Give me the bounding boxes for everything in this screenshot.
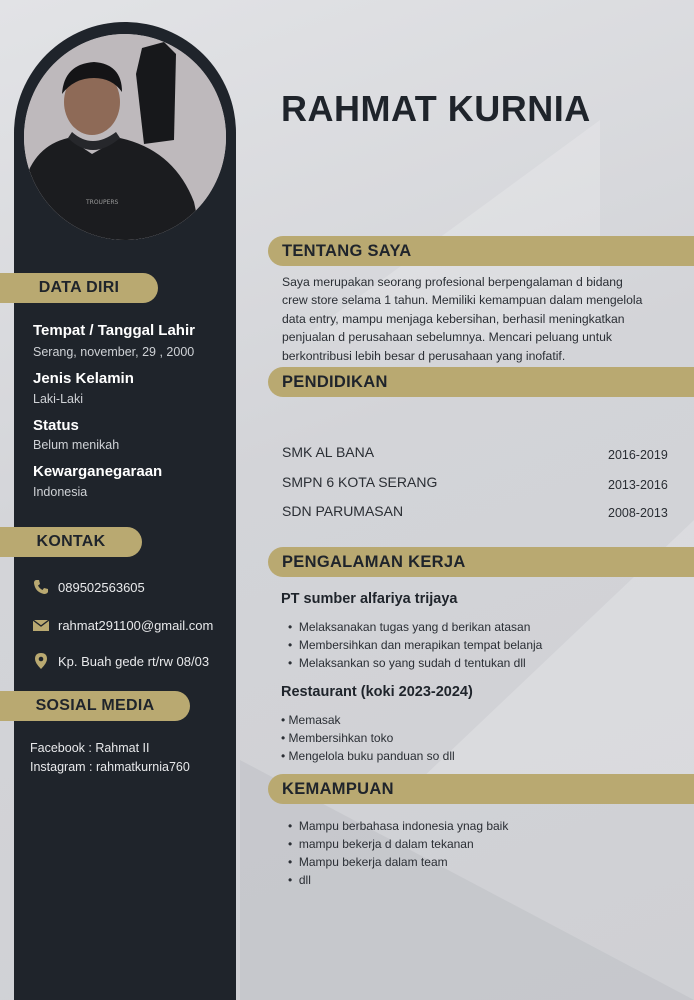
section-heading-pendidikan: PENDIDIKAN	[268, 367, 694, 397]
about-line: data entry, mampu menjaga kebersihan, berhasil meningkatkan	[282, 311, 625, 326]
section-heading-kemampuan: KEMAMPUAN	[268, 774, 694, 804]
profile-photo	[24, 34, 226, 240]
education-school: SMPN 6 KOTA SERANG	[282, 474, 438, 490]
mail-icon	[32, 616, 50, 634]
svg-text:TROUPERS: TROUPERS	[86, 199, 119, 206]
list-item: • dll	[288, 873, 311, 887]
social-instagram: Instagram : rahmatkurnia760	[30, 760, 190, 774]
job-title: Restaurant (koki 2023-2024)	[281, 684, 473, 700]
about-text	[282, 273, 692, 365]
education-school: SDN PARUMASAN	[282, 503, 404, 519]
contact-value: Kp. Buah gede rt/rw 08/03	[58, 653, 210, 669]
about-line: berkontribusi lebih besar d perusahaan yang inofatif.	[282, 348, 566, 363]
field-label: Status	[33, 417, 79, 434]
person-name: RAHMAT KURNIA	[281, 88, 591, 129]
list-item: • Mampu bekerja dalam team	[288, 855, 448, 869]
list-item: • Membersihkan toko	[281, 731, 394, 745]
field-label: Jenis Kelamin	[33, 370, 134, 387]
field-value: Indonesia	[33, 485, 88, 499]
education-years: 2008-2013	[608, 506, 668, 520]
section-heading-sosial-media: SOSIAL MEDIA	[0, 691, 190, 721]
list-item: • Melaksanakan tugas yang d berikan atasan	[288, 620, 531, 634]
about-line: penjualan d perusahaan sebelumnya. Mencari peluang untuk	[282, 330, 612, 345]
contact-email	[32, 616, 213, 634]
list-item: • Mampu berbahasa indonesia ynag baik	[288, 819, 509, 833]
section-heading-pengalaman-kerja: PENGALAMAN KERJA	[268, 547, 694, 577]
list-item: • Melaksankan so yang sudah d tentukan dll	[288, 656, 526, 670]
field-value: Serang, november, 29 , 2000	[33, 345, 195, 359]
list-item: • mampu bekerja d dalam tekanan	[288, 837, 474, 851]
phone-icon	[32, 578, 50, 596]
list-item: • Mengelola buku panduan so dll	[281, 749, 455, 763]
list-item: • Memasak	[281, 713, 341, 727]
social-facebook: Facebook : Rahmat II	[30, 741, 150, 755]
field-label: Tempat / Tanggal Lahir	[33, 322, 195, 339]
section-heading-data-diri: DATA DIRI	[0, 273, 158, 303]
field-value: Belum menikah	[33, 438, 120, 452]
field-value: Laki-Laki	[33, 392, 84, 406]
job-title: PT sumber alfariya trijaya	[281, 591, 458, 607]
contact-address	[32, 652, 209, 670]
contact-value[interactable]: 089502563605	[58, 579, 145, 595]
education-years: 2016-2019	[608, 448, 668, 462]
skills-list	[288, 817, 508, 889]
education-school: SMK AL BANA	[282, 444, 375, 460]
list-item: • Membersihkan dan merapikan tempat belanja	[288, 638, 543, 652]
about-line: crew store selama 1 tahun. Memiliki kemampuan dalam mengelola	[282, 293, 643, 308]
field-label: Kewarganegaraan	[33, 463, 163, 480]
location-pin-icon	[32, 652, 50, 670]
contact-value[interactable]: rahmat291100@gmail.com	[58, 617, 214, 633]
section-heading-tentang-saya: TENTANG SAYA	[268, 236, 694, 266]
job-tasks	[281, 711, 455, 765]
education-years: 2013-2016	[608, 478, 668, 492]
about-line: Saya merupakan seorang profesional berpengalaman d bidang	[282, 275, 623, 289]
job-tasks	[288, 618, 542, 672]
section-heading-kontak: KONTAK	[0, 527, 142, 557]
contact-phone	[32, 578, 145, 596]
